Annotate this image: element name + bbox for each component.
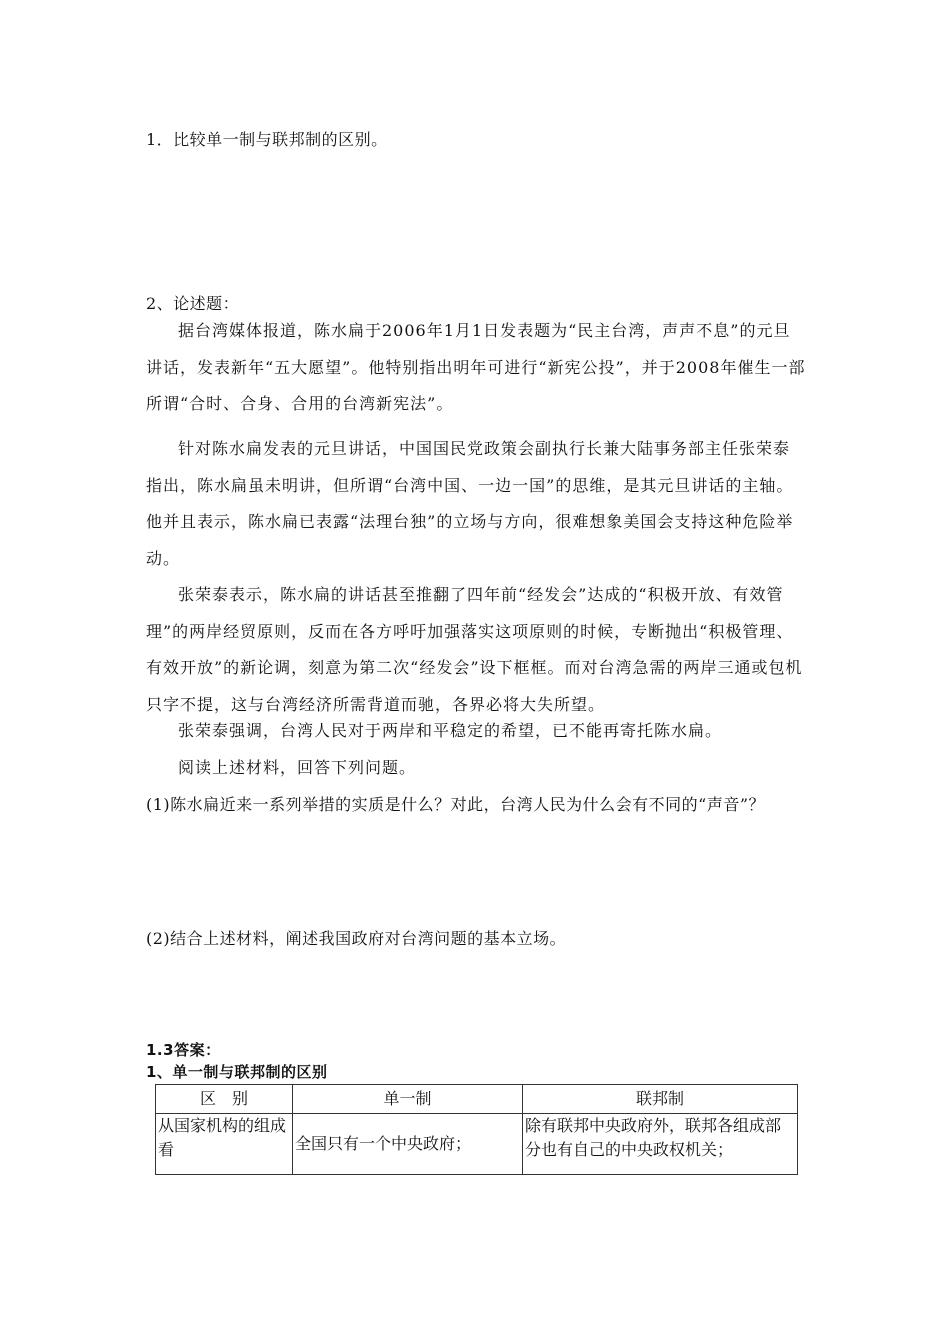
material-paragraph-3: 张荣泰表示，陈水扁的讲话甚至推翻了四年前“经发会”达成的“积极开放、有效管理”的两岸经贸原则，反而在各方呼吁加强落实这项原则的时候，专断抛出“积极管理、有效开放”的新论调，刻意为第二次“经发会”设下框框。而对台湾急需的两岸三通或包机只字不提，这与台湾经济所需背道而驰，各界必将大失所望。 bbox=[146, 585, 803, 714]
material-paragraph-1: 据台湾媒体报道，陈水扁于2006年1月1日发表题为“民主台湾，声声不息”的元旦讲话，发表新年“五大愿望”。他特别指出明年可进行“新宪公投”，并于2008年催生一部所谓“合时、合身、合用的台湾新宪法”。 bbox=[146, 321, 806, 413]
question-1: 1．比较单一制与联邦制的区别。 bbox=[146, 130, 388, 149]
material-paragraph-4: 张荣泰强调，台湾人民对于两岸和平稳定的希望，已不能再寄托陈水扁。 bbox=[178, 721, 723, 740]
table-cell: 全国只有一个中央政府； bbox=[293, 1114, 523, 1175]
answer-subheading: 1、单一制与联邦制的区别 bbox=[146, 1063, 328, 1081]
comparison-table bbox=[155, 1084, 798, 1175]
table-header-cell: 联邦制 bbox=[523, 1085, 798, 1114]
table-header-cell: 区 别 bbox=[156, 1085, 293, 1114]
material-paragraph-2: 针对陈水扁发表的元旦讲话，中国国民党政策会副执行长兼大陆事务部主任张荣泰指出，陈水扁虽未明讲，但所谓“台湾中国、一边一国”的思维，是其元旦讲话的主轴。他并且表示，陈水扁已表露“法理台独”的立场与方向，很难想象美国会支持这种危险举动。 bbox=[146, 439, 794, 568]
table-cell: 从国家机构的组成看 bbox=[156, 1114, 293, 1175]
table-cell: 除有联邦中央政府外，联邦各组成部分也有自己的中央政权机关； bbox=[523, 1114, 798, 1175]
sub-question-2: (2)结合上述材料，阐述我国政府对台湾问题的基本立场。 bbox=[146, 929, 567, 948]
question-2-heading: 2、论述题： bbox=[146, 294, 240, 313]
material-paragraph-5: 阅读上述材料，回答下列问题。 bbox=[178, 758, 417, 777]
answer-heading: 1.3答案： bbox=[146, 1041, 221, 1059]
table-header-row bbox=[156, 1085, 798, 1114]
table-row bbox=[156, 1114, 798, 1175]
table-header-cell: 单一制 bbox=[293, 1085, 523, 1114]
sub-question-1: (1)陈水扁近来一系列举措的实质是什么？对此，台湾人民为什么会有不同的“声音”？ bbox=[146, 795, 766, 814]
